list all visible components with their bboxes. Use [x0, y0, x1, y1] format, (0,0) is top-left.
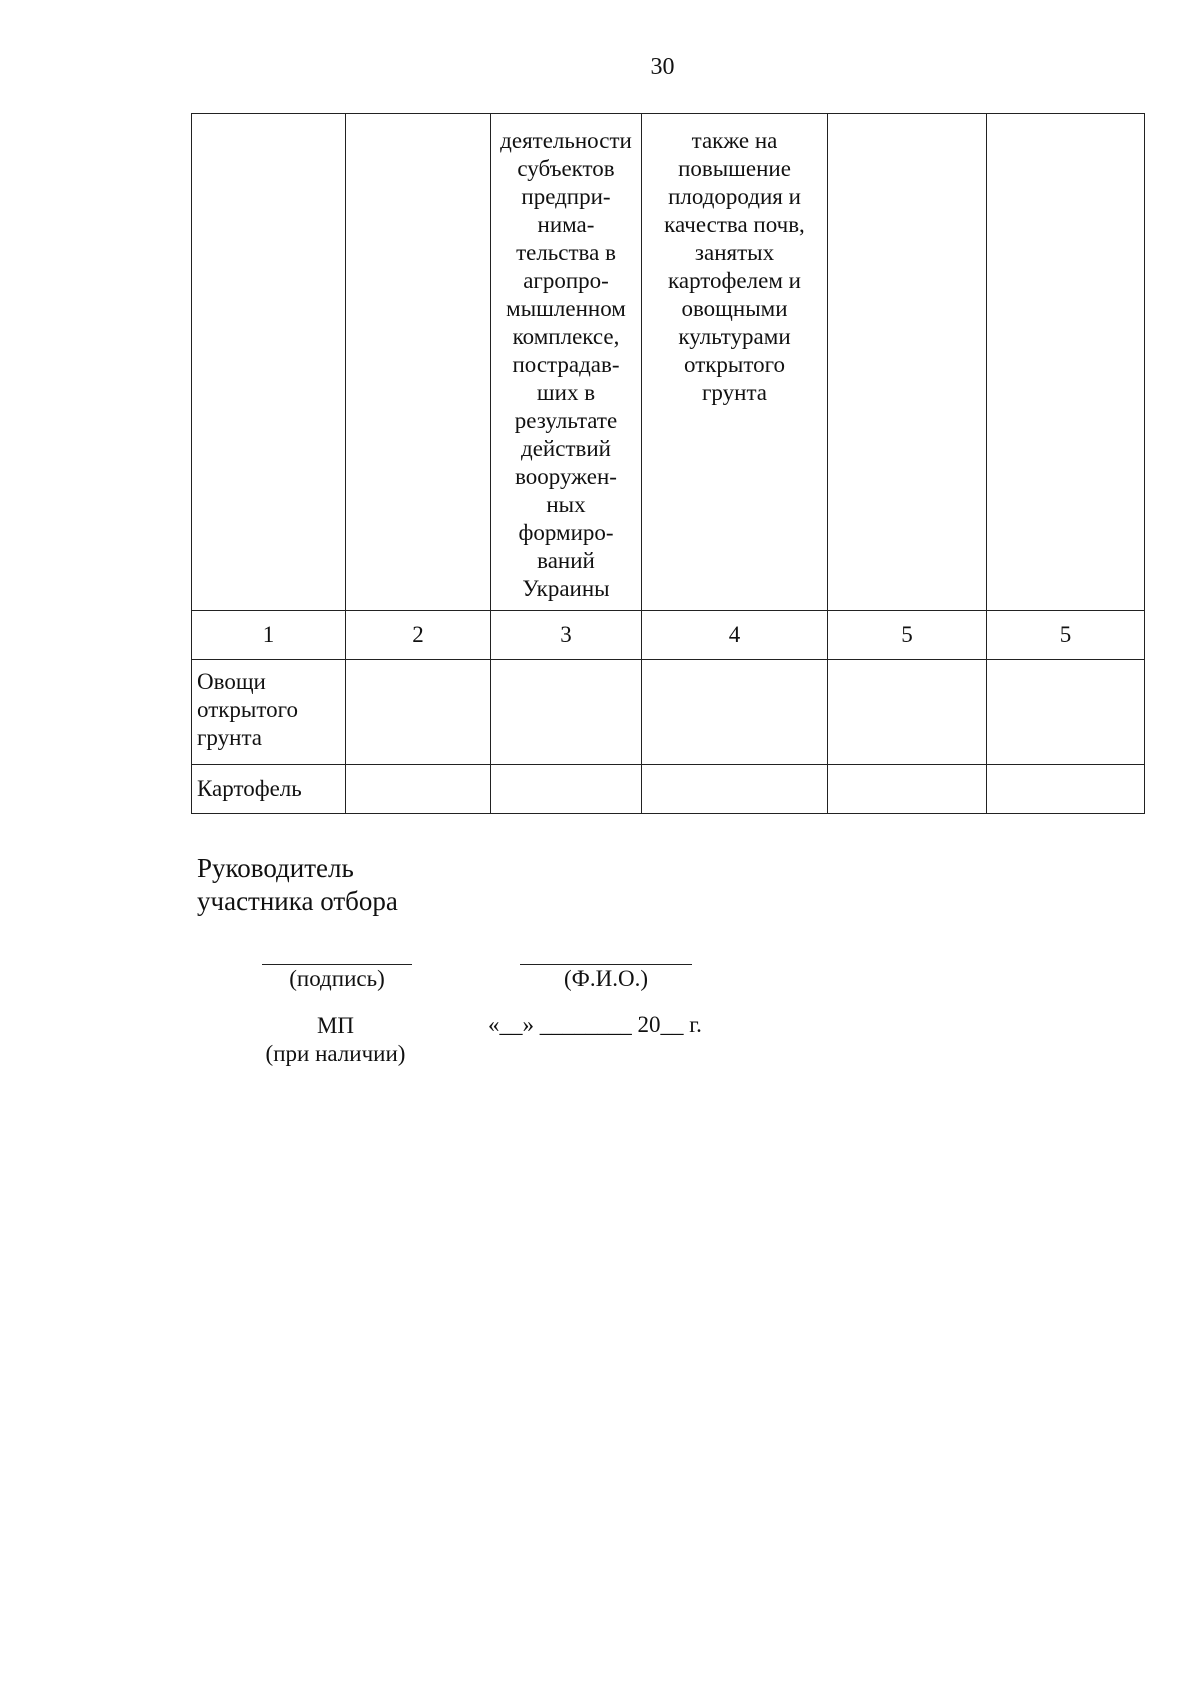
header-cell-5 — [828, 114, 987, 611]
row-label-cell — [192, 660, 346, 765]
page-number: 30 — [650, 54, 675, 80]
header-text-4: также на повышение плодородия и качества почв, занятых картофелем и овощными культурами открытого грунта — [664, 128, 805, 405]
row-label: Овощи открытого грунта — [197, 669, 298, 750]
table-cell — [346, 660, 491, 765]
data-table — [191, 113, 1145, 814]
column-number: 2 — [346, 611, 491, 660]
table-header-row — [192, 114, 1145, 611]
row-label-cell — [192, 765, 346, 814]
table-cell — [491, 660, 642, 765]
table-cell — [828, 765, 987, 814]
table-cell — [987, 765, 1145, 814]
table-cell — [828, 660, 987, 765]
column-number: 3 — [491, 611, 642, 660]
header-cell-2 — [346, 114, 491, 611]
table-cell — [987, 660, 1145, 765]
header-cell-3 — [491, 114, 642, 611]
table-row-potato — [192, 765, 1145, 814]
header-cell-6 — [987, 114, 1145, 611]
stamp-block — [258, 1012, 413, 1068]
table-cell — [346, 765, 491, 814]
signer-title-text: Руководитель участника отбора — [197, 853, 398, 916]
row-label: Картофель — [197, 776, 302, 801]
signer-title — [197, 852, 398, 918]
column-number: 5 — [828, 611, 987, 660]
signature-caption: (подпись) — [289, 966, 385, 991]
signature-line — [262, 964, 412, 965]
stamp-label: МП — [316, 1013, 355, 1038]
column-number: 4 — [642, 611, 828, 660]
date-line: «__» ________ 20__ г. — [488, 1012, 702, 1037]
table-cell — [642, 765, 828, 814]
table-cell — [642, 660, 828, 765]
header-cell-4 — [642, 114, 828, 611]
name-caption: (Ф.И.О.) — [564, 966, 648, 991]
header-cell-1 — [192, 114, 346, 611]
table-row-vegetables — [192, 660, 1145, 765]
header-text-3: деятельности субъектов предпри- нима- тельства в агропро- мышленном комплексе, пострадав- ших в результате действий вооружен- ных формиро- ваний Украины — [500, 128, 632, 601]
table-cell — [491, 765, 642, 814]
stamp-note: (при наличии) — [265, 1041, 406, 1066]
column-number-row — [192, 611, 1145, 660]
name-line — [520, 964, 692, 965]
column-number: 1 — [192, 611, 346, 660]
column-number: 5 — [987, 611, 1145, 660]
